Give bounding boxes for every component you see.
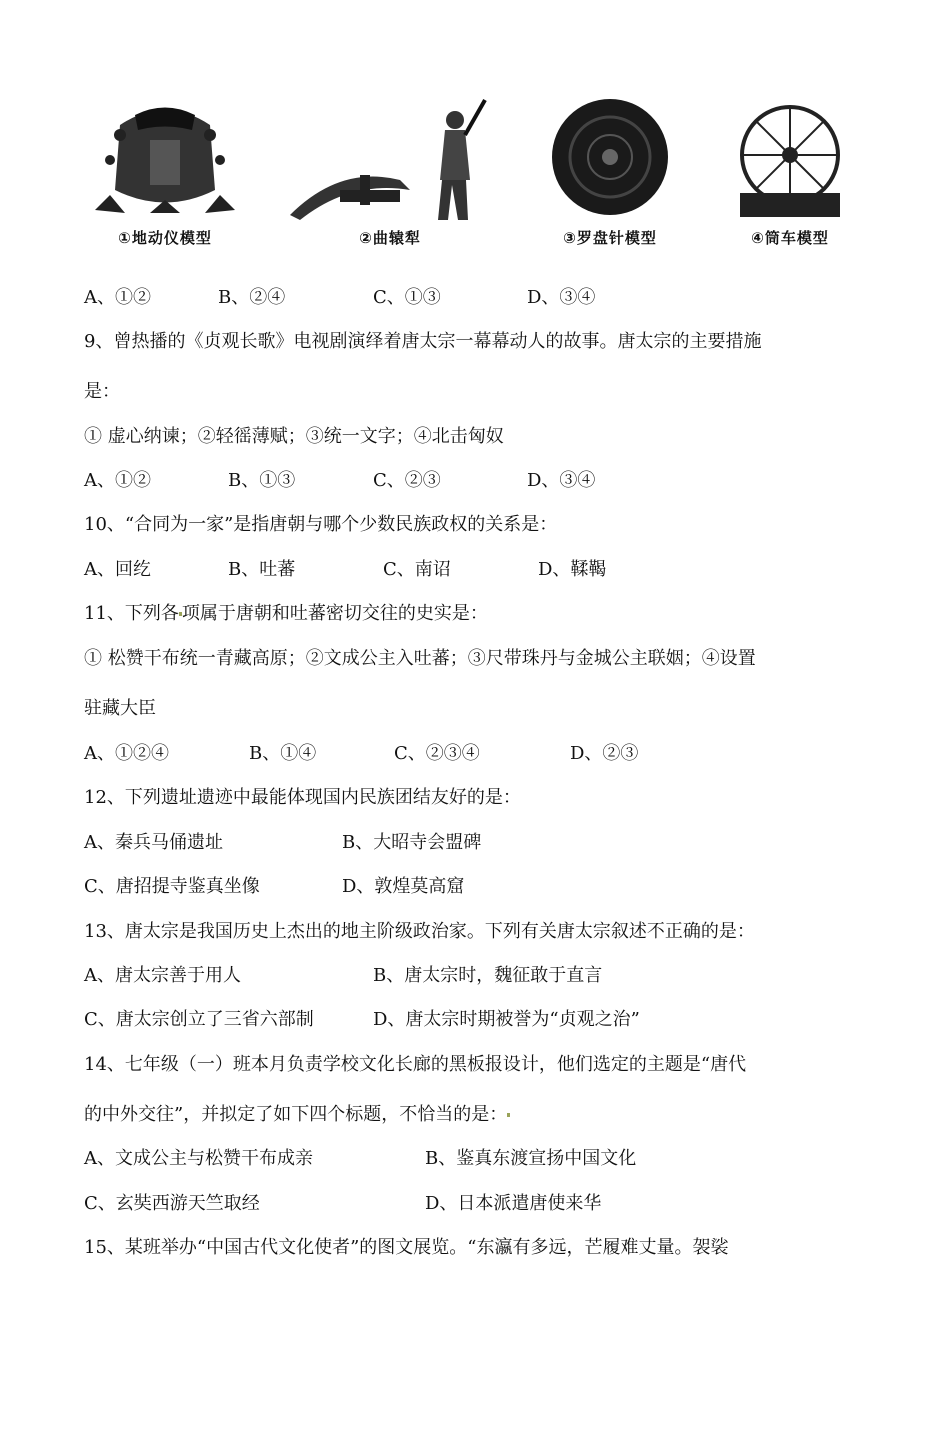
plough-illustration: [280, 95, 500, 225]
option-a[interactable]: A、秦兵马俑遗址: [84, 832, 223, 853]
figure-compass: [540, 95, 680, 265]
option-b[interactable]: B、①④: [249, 743, 317, 764]
option-d[interactable]: D、唐太宗时期被誉为“贞观之治”: [373, 1009, 640, 1030]
q12-options-row2: [84, 875, 864, 899]
q9-items: ① 虚心纳谏；②轻徭薄赋；③统一文字；④北击匈奴: [84, 426, 504, 447]
q11-items-line2: 驻藏大臣: [84, 698, 156, 719]
q8-options: [84, 286, 864, 310]
option-c[interactable]: C、唐招提寺鉴真坐像: [84, 876, 260, 897]
q11-stem: [84, 602, 488, 626]
figure-curved-plough: [280, 95, 500, 265]
figure-caption: ④筒车模型: [751, 229, 829, 247]
option-b[interactable]: B、②④: [218, 287, 286, 308]
figure-caption: ②曲辕犁: [359, 229, 421, 247]
option-b[interactable]: B、吐蕃: [228, 559, 296, 580]
seismograph-illustration: [80, 95, 250, 225]
option-d[interactable]: D、③④: [527, 470, 596, 491]
q14-stem-line1: 14、七年级（一）班本月负责学校文化长廊的黑板报设计，他们选定的主题是“唐代: [84, 1054, 747, 1075]
q11-stem-part1: 11、下列各: [84, 603, 179, 624]
figure-water-wheel: [720, 95, 860, 265]
figure-caption: ③罗盘针模型: [563, 229, 657, 247]
option-d[interactable]: D、②③: [570, 743, 639, 764]
option-a[interactable]: A、①②④: [84, 743, 169, 764]
q14-options-row1: [84, 1147, 864, 1171]
q11-options: [84, 742, 864, 766]
q11-items-line1: ① 松赞干布统一青藏高原；②文成公主入吐蕃；③尺带珠丹与金城公主联姻；④设置: [84, 648, 756, 669]
option-c[interactable]: C、②③: [373, 470, 441, 491]
figure-caption: ①地动仪模型: [118, 229, 212, 247]
q14-stem-line2: [84, 1103, 510, 1127]
option-c[interactable]: C、南诏: [383, 559, 451, 580]
q9-stem-line1: 9、曾热播的《贞观长歌》电视剧演绎着唐太宗一幕幕动人的故事。唐太宗的主要措施: [84, 331, 762, 352]
water-wheel-illustration: [720, 95, 860, 225]
q10-stem: 10、“合同为一家”是指唐朝与哪个少数民族政权的关系是：: [84, 514, 558, 535]
q12-stem: 12、下列遗址遗迹中最能体现国内民族团结友好的是：: [84, 787, 521, 808]
option-b[interactable]: B、大昭寺会盟碑: [342, 832, 482, 853]
q9-stem-line2: 是：: [84, 381, 120, 402]
option-a[interactable]: A、①②: [84, 470, 151, 491]
option-d[interactable]: D、③④: [527, 287, 596, 308]
option-a[interactable]: A、①②: [84, 287, 151, 308]
compass-illustration: [540, 95, 680, 225]
option-d[interactable]: D、日本派遣唐使来华: [425, 1193, 602, 1214]
option-a[interactable]: A、唐太宗善于用人: [84, 965, 241, 986]
q9-options: [84, 469, 864, 493]
q14-options-row2: [84, 1192, 864, 1216]
option-a[interactable]: A、文成公主与松赞干布成亲: [84, 1148, 313, 1169]
scan-dot: [507, 1113, 510, 1117]
q10-options: [84, 558, 864, 582]
option-c[interactable]: C、玄奘西游天竺取经: [84, 1193, 260, 1214]
q14-stem-text: 的中外交往”，并拟定了如下四个标题，不恰当的是：: [84, 1104, 508, 1125]
option-d[interactable]: D、敦煌莫高窟: [342, 876, 465, 897]
option-c[interactable]: C、唐太宗创立了三省六部制: [84, 1009, 314, 1030]
q12-options-row1: [84, 831, 864, 855]
q15-stem-line1: 15、某班举办“中国古代文化使者”的图文展览。“东瀛有多远，芒履难丈量。袈裟: [84, 1237, 729, 1258]
option-d[interactable]: D、鞣鞨: [538, 559, 607, 580]
option-c[interactable]: C、②③④: [394, 743, 480, 764]
option-b[interactable]: B、①③: [228, 470, 296, 491]
q13-stem: 13、唐太宗是我国历史上杰出的地主阶级政治家。下列有关唐太宗叙述不正确的是：: [84, 921, 755, 942]
option-c[interactable]: C、①③: [373, 287, 441, 308]
option-b[interactable]: B、鉴真东渡宣扬中国文化: [425, 1148, 637, 1169]
q13-options-row1: [84, 964, 864, 988]
q13-options-row2: [84, 1008, 864, 1032]
figure-seismograph: [80, 95, 250, 265]
option-a[interactable]: A、回纥: [84, 559, 151, 580]
option-b[interactable]: B、唐太宗时，魏征敢于直言: [373, 965, 603, 986]
q11-stem-part2: 项属于唐朝和吐蕃密切交往的史实是：: [181, 603, 488, 624]
figure-row: [80, 95, 880, 265]
